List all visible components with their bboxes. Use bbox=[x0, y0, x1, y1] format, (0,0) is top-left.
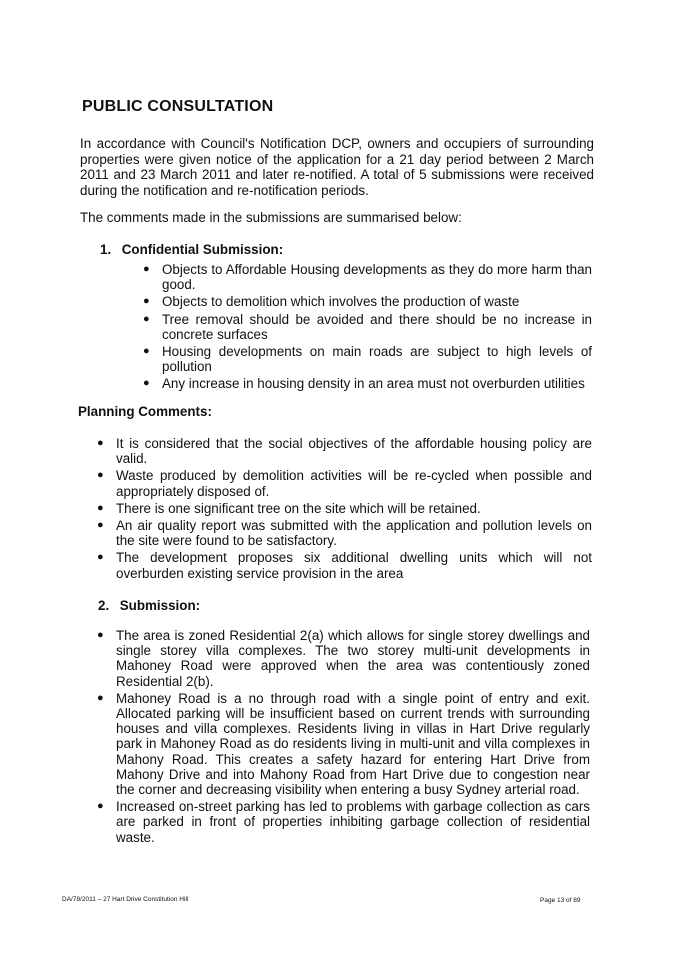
submission-1-title: Confidential Submission: bbox=[121, 242, 284, 257]
bullet-icon: ● bbox=[97, 629, 104, 641]
bullet-icon: ● bbox=[143, 263, 150, 275]
bullet-icon: ● bbox=[97, 691, 104, 704]
bullet-icon: ● bbox=[97, 519, 104, 532]
list-item: ● There is one significant tree on the site which will be retained. bbox=[97, 500, 481, 516]
list-item: ● Waste produced by demolition activities will be re-cycled when possible and appropriately disposed of. bbox=[97, 468, 592, 499]
list-item: ● Mahoney Road is a no through road with a single point of entry and exit. Allocated parking will be insufficient based on current trends with surrounding houses and villa complexes. Residents living in villas in Hart Drive regularly park in Mahoney Road as do residents living in multi-unit and villa complexes in Mahony Road. This creates a safety hazard for entering Hart Drive from Mahony Drive and into Mahony Road from Hart Drive due to congestion near the corner and decreasing visibility when entering a busy Sydney arterial road. bbox=[97, 690, 590, 798]
list-item: ● Any increase in housing density in an area must not overburden utilities bbox=[143, 376, 585, 392]
list-item: ● Objects to demolition which involves the production of waste bbox=[143, 294, 520, 310]
submission-2-number: 2. bbox=[98, 598, 110, 613]
summary-lead: The comments made in the submissions are summarised below: bbox=[80, 210, 462, 225]
planning-comments-heading: Planning Comments: bbox=[78, 404, 212, 419]
intro-paragraph: In accordance with Council's Notification DCP, owners and occupiers of surrounding properties were given notice of the application for a 21 day period between 2 March 2011 and 23 March 2011 and later re-notified. A total of 5 submissions were received during the notification and re-notification periods. bbox=[80, 136, 594, 198]
list-item: ● Increased on-street parking has led to problems with garbage collection as cars are parked in front of properties inhibiting garbage collection of residential waste. bbox=[97, 799, 590, 845]
bullet-icon: ● bbox=[97, 800, 104, 813]
bullet-icon: ● bbox=[97, 469, 104, 482]
bullet-icon: ● bbox=[97, 501, 104, 514]
submission-2-list bbox=[94, 628, 590, 847]
section-heading: PUBLIC CONSULTATION bbox=[82, 98, 274, 115]
submission-1-number: 1. bbox=[100, 242, 112, 257]
submission-2-heading bbox=[98, 598, 200, 613]
submission-1-list bbox=[140, 262, 592, 394]
bullet-icon: ● bbox=[143, 377, 150, 390]
submission-2-title: Submission: bbox=[119, 598, 201, 613]
planning-comments-list bbox=[94, 436, 592, 583]
submission-1-heading bbox=[100, 242, 283, 257]
list-item: ● Housing developments on main roads are subject to high levels of pollution bbox=[143, 344, 592, 375]
bullet-icon: ● bbox=[143, 345, 150, 358]
bullet-icon: ● bbox=[97, 551, 104, 564]
bullet-icon: ● bbox=[143, 295, 150, 308]
bullet-icon: ● bbox=[97, 437, 104, 449]
list-item: ● Tree removal should be avoided and there should be no increase in concrete surfaces bbox=[143, 311, 592, 342]
list-item: ● An air quality report was submitted with the application and pollution levels on the site were found to be satisfactory. bbox=[97, 518, 592, 549]
footer-page-number: Page 13 of 89 bbox=[540, 897, 581, 904]
list-item: ● It is considered that the social objectives of the affordable housing policy are valid. bbox=[97, 436, 592, 467]
list-item: ● The development proposes six additional dwelling units which will not overburden existing service provision in the area bbox=[97, 550, 592, 581]
list-item: ● Objects to Affordable Housing developments as they do more harm than good. bbox=[143, 262, 592, 293]
footer-document-reference: DA/78/2011 – 27 Hart Drive Constitution Hill bbox=[62, 896, 189, 903]
list-item: ● The area is zoned Residential 2(a) which allows for single storey dwellings and single storey villa complexes. The two storey multi-unit developments in Mahoney Road were approved when the area was contentiously zoned Residential 2(b). bbox=[97, 628, 590, 689]
bullet-icon: ● bbox=[143, 312, 150, 325]
